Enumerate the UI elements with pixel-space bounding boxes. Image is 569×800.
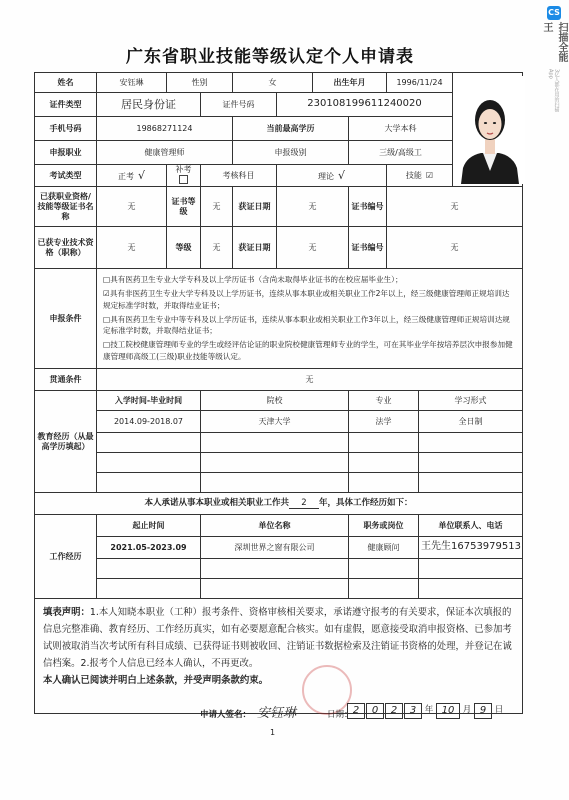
- row-exam: [35, 165, 523, 187]
- condition-item: □具有医药卫生专业中等专科及以上学历证书，连续从事本职业或相关职业工作3年以上，经三级健康管理师正规培训达规定标准学时数，并取得结业证书；: [103, 314, 510, 336]
- table-row: [35, 411, 523, 433]
- form-title: 广东省职业技能等级认定个人申请表: [126, 47, 414, 67]
- condition-checkbox[interactable]: □: [103, 314, 111, 324]
- declaration: [35, 599, 523, 714]
- job-value: 健康管理师: [97, 141, 233, 165]
- job-label: 申报职业: [35, 141, 97, 165]
- edu-header: 院校: [201, 391, 349, 411]
- date-digit[interactable]: 3: [404, 703, 422, 719]
- person-photo-icon: [455, 76, 525, 184]
- table-row: [35, 559, 523, 579]
- exam-makeup-checkbox[interactable]: [179, 175, 188, 184]
- declaration-text: 1.本人知晓本职业（工种）报考条件、资格审核相关要求，承诺遵守报考的有关要求，保证本次填报的信息完整准确、教育经历、工作经历真实，如有必要愿意配合核实。如有虚假，愿意接受取消申报资格、已参加考试则被取消当次考试所有科目成绩、已获得证书则被收回、注销证书数据检索及注销证书资格的处理，并登记在诚信档案。2.报考个人信息已经本人确认，不再更改。: [43, 607, 512, 669]
- work-promise: [35, 493, 523, 515]
- level-label: 申报级别: [233, 141, 349, 165]
- cert1-label: 已获职业资格/技能等级证书名称: [35, 187, 97, 227]
- condition-checkbox[interactable]: □: [103, 275, 111, 285]
- exam-theory: [277, 165, 387, 187]
- table-row: [35, 453, 523, 473]
- exam-regular: [97, 165, 167, 187]
- condition-item: ☑具有非医药卫生专业大学专科及以上学历证书，连续从事本职业或相关职业工作2年以上，经三级健康管理师正规培训达规定标准学时数，并取得结业证书；: [103, 289, 510, 310]
- cert1-level-value: 无: [201, 187, 233, 227]
- declaration-confirm: 本人确认已阅读并明白上述条款，并受声明条款约束。: [43, 674, 269, 686]
- conditions-label: 申报条件: [35, 269, 97, 369]
- page-number: 1: [270, 728, 276, 737]
- cert2-num-label: 证书编号: [349, 227, 387, 269]
- edu-cell: 全日制: [419, 411, 523, 433]
- edu-cell: 法学: [349, 411, 419, 433]
- edu-value: 大学本科: [349, 117, 453, 141]
- cert1-date-label: 获证日期: [233, 187, 277, 227]
- condition-checkbox[interactable]: □: [103, 340, 111, 350]
- cert2-date-value: 无: [277, 227, 349, 269]
- level-value: 三级/高级工: [349, 141, 453, 165]
- work-header: 职务或岗位: [349, 515, 419, 537]
- date-digit[interactable]: 2: [347, 703, 365, 719]
- condition-checkbox[interactable]: ☑: [103, 289, 110, 299]
- handwritten-signature: 安钰琳: [257, 706, 297, 721]
- cert1-num-value: 无: [387, 187, 523, 227]
- birth-label: 出生年月: [313, 73, 387, 93]
- row-declaration: [35, 599, 523, 714]
- table-row: [35, 579, 523, 599]
- through-label: 贯通条件: [35, 369, 97, 391]
- gender-label: 性别: [167, 73, 233, 93]
- conditions-list: [97, 269, 523, 369]
- scanner-sub: 3亿人都在用的扫描App: [547, 68, 560, 112]
- phone-label: 手机号码: [35, 117, 97, 141]
- cert1-value: 无: [97, 187, 167, 227]
- exam-makeup-label: 补考: [175, 165, 192, 174]
- condition-item: □技工院校健康管理师专业的学生或经评估论证的职业院校健康管理师专业的学生，可在其毕业学年按培养层次申报参加健康管理师高级工(三级)职业技能等级认定。: [103, 340, 513, 361]
- birth-value: 1996/11/24: [387, 73, 453, 93]
- exam-subject-label: 考核科目: [201, 165, 277, 187]
- day-unit: 日: [494, 705, 504, 715]
- date-label: 日期：: [327, 710, 353, 720]
- through-value: 无: [97, 369, 523, 391]
- date-digit[interactable]: 2: [385, 703, 403, 719]
- exam-makeup: [167, 165, 201, 187]
- exam-regular-label: 正考: [117, 171, 134, 181]
- cert1-date-value: 无: [277, 187, 349, 227]
- work-header-row: [35, 515, 523, 537]
- table-row: [35, 537, 523, 559]
- table-row: [35, 433, 523, 453]
- idtype-label: 证件类型: [35, 93, 97, 117]
- row-cert-vocational: [35, 187, 523, 227]
- work-header: 单位名称: [201, 515, 349, 537]
- date-month[interactable]: 10: [436, 703, 460, 719]
- date-boxes: [347, 703, 506, 719]
- gender-value: 女: [233, 73, 313, 93]
- cert2-date-label: 获证日期: [233, 227, 277, 269]
- row-phone: [35, 117, 523, 141]
- work-cell: 深圳世界之窗有限公司: [201, 537, 349, 559]
- work-cell: 2021.05-2023.09: [97, 537, 201, 559]
- cert2-label: 已获专业技术资格（职称）: [35, 227, 97, 269]
- edu-cell: 2014.09-2018.07: [97, 411, 201, 433]
- work-cell: 王先生16753979513: [419, 537, 523, 559]
- row-job: [35, 141, 523, 165]
- table-row: [35, 473, 523, 493]
- exam-regular-mark: √: [137, 168, 145, 182]
- cert2-level-value: 无: [201, 227, 233, 269]
- name-label: 姓名: [35, 73, 97, 93]
- scanner-name: 扫描全能王: [541, 22, 567, 62]
- promise-suffix: 年，具体工作经历如下：: [319, 497, 413, 508]
- cert1-level-label: 证书等级: [167, 187, 201, 227]
- edu-header-row: [35, 391, 523, 411]
- edu-header: 学习形式: [419, 391, 523, 411]
- row-conditions: [35, 269, 523, 369]
- phone-value: 19868271124: [97, 117, 233, 141]
- work-header: 单位联系人、电话: [419, 515, 523, 537]
- edu-header: 专业: [349, 391, 419, 411]
- date-day[interactable]: 9: [474, 703, 492, 719]
- row-cert-professional: [35, 227, 523, 269]
- work-cell: 健康顾问: [349, 537, 419, 559]
- exam-theory-label: 理论: [317, 171, 334, 181]
- education-label: 教育经历（从最高学历填起）: [35, 391, 97, 493]
- cert2-num-value: 无: [387, 227, 523, 269]
- year-unit: 年: [424, 705, 434, 715]
- scanner-watermark: [541, 6, 567, 116]
- promise-years: 2: [289, 498, 319, 510]
- idtype-value: 居民身份证: [97, 93, 201, 117]
- signature-label: 申请人签名：: [200, 710, 252, 720]
- idno-value: 230108199611240020: [277, 93, 453, 117]
- edu-cell: 天津大学: [201, 411, 349, 433]
- cert1-num-label: 证书编号: [349, 187, 387, 227]
- declaration-prefix: 填表声明：: [43, 607, 90, 618]
- month-unit: 月: [462, 705, 472, 715]
- exam-skill-label: 技能: [405, 170, 422, 180]
- exam-label: 考试类型: [35, 165, 97, 187]
- promise-prefix: 本人承诺从事本职业或相关职业工作共: [144, 497, 289, 508]
- edu-label: 当前最高学历: [233, 117, 349, 141]
- cert2-value: 无: [97, 227, 167, 269]
- cert2-level-label: 等级: [167, 227, 201, 269]
- scanner-logo-icon: CS: [547, 6, 561, 20]
- condition-item: □具有医药卫生专业大学专科及以上学历证书（含尚未取得毕业证书的在校应届毕业生）；: [103, 275, 403, 285]
- exam-theory-mark: √: [337, 168, 345, 182]
- date-digit[interactable]: 0: [366, 703, 384, 719]
- row-name: [35, 73, 523, 93]
- name-value: 安钰琳: [97, 73, 167, 93]
- work-header: 起止时间: [97, 515, 201, 537]
- row-id: [35, 93, 523, 117]
- application-table: [34, 72, 523, 714]
- id-photo: [453, 73, 523, 187]
- work-label: 工作经历: [35, 515, 97, 599]
- idno-label: 证件号码: [201, 93, 277, 117]
- exam-skill: [387, 165, 453, 187]
- exam-skill-mark: ☑: [425, 170, 434, 180]
- row-work-promise: [35, 493, 523, 515]
- row-through: [35, 369, 523, 391]
- edu-header: 入学时间-毕业时间: [97, 391, 201, 411]
